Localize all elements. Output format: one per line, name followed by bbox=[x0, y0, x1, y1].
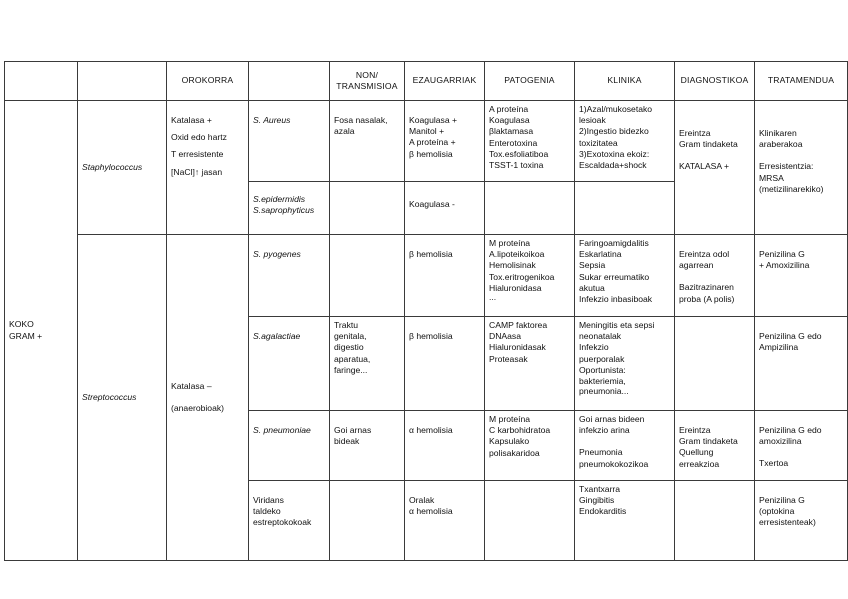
text-line: Sepsia bbox=[579, 260, 606, 271]
text-line: A proteína + bbox=[409, 137, 456, 148]
header-cell: DIAGNOSTIKOA bbox=[675, 62, 755, 101]
text-line: Enterotoxina bbox=[489, 137, 538, 148]
text-line: Oxid edo hartz bbox=[171, 132, 227, 143]
text-line: Quellung bbox=[679, 447, 714, 458]
text-line: Ereintza odol bbox=[679, 249, 730, 259]
text-line: + Amoxizilina bbox=[759, 260, 810, 271]
clinic-cell bbox=[575, 481, 675, 561]
text-line: TSST-1 toxina bbox=[489, 160, 544, 171]
species-cell: S. Aureus bbox=[249, 101, 330, 182]
text-line: Tox.eritrogenikoa bbox=[489, 271, 555, 282]
pathogenesis-cell bbox=[485, 101, 575, 182]
text-line: Bazitrazinaren bbox=[679, 282, 734, 293]
features-cell bbox=[405, 481, 485, 561]
text-line: Katalasa + bbox=[171, 115, 212, 125]
pathogenesis-cell bbox=[485, 411, 575, 481]
text-line: digestio bbox=[334, 342, 364, 353]
features-cell bbox=[405, 101, 485, 182]
text-line: β hemolisia bbox=[409, 148, 453, 159]
text-line: 1)Azal/mukosetako bbox=[579, 104, 653, 114]
clinic-cell bbox=[575, 317, 675, 411]
text-line: Goi arnas bideen bbox=[579, 414, 645, 424]
text-line: Faringoamigdalitis bbox=[579, 238, 649, 248]
species-cell: S.agalactiae bbox=[249, 317, 330, 411]
text-line: 3)Exotoxina ekoiz: bbox=[579, 148, 650, 159]
text-line: Txertoa bbox=[759, 458, 789, 469]
text-line: CAMP faktorea bbox=[489, 320, 548, 330]
general-cell bbox=[167, 235, 249, 561]
genus-cell: Staphylococcus bbox=[78, 101, 167, 235]
clinic-cell bbox=[575, 101, 675, 182]
treatment-cell bbox=[755, 235, 848, 317]
table-row bbox=[5, 101, 848, 182]
text-line: aparatua, bbox=[334, 353, 371, 364]
text-line: lesioak bbox=[579, 115, 606, 126]
header-cell bbox=[249, 62, 330, 101]
text-line: Oralak bbox=[409, 495, 435, 505]
transmission-cell bbox=[330, 317, 405, 411]
text-line: Klinikaren bbox=[759, 128, 797, 138]
text-line: Ereintza bbox=[679, 425, 711, 435]
text-line: [NaCl]↑ jasan bbox=[171, 166, 223, 177]
text-line: azala bbox=[334, 126, 355, 137]
header-row bbox=[5, 62, 848, 101]
header-cell: TRATAMENDUA bbox=[755, 62, 848, 101]
text-line: A proteína bbox=[489, 104, 529, 114]
treatment-cell bbox=[755, 317, 848, 411]
text-line: Infekzio bbox=[579, 342, 609, 353]
header-cell: NON/ TRANSMISIOA bbox=[330, 62, 405, 101]
text-line: Tox.esfoliatiboa bbox=[489, 148, 549, 159]
text-line: 2)Ingestio bidezko bbox=[579, 126, 649, 137]
pathogenesis-cell bbox=[485, 481, 575, 561]
diagnosis-cell bbox=[675, 101, 755, 235]
diagnosis-cell bbox=[675, 235, 755, 317]
header-cell: PATOGENIA bbox=[485, 62, 575, 101]
text-line: Escaldada+shock bbox=[579, 160, 647, 171]
features-cell: α hemolisia bbox=[405, 411, 485, 481]
text-line: KATALASA + bbox=[679, 161, 730, 172]
text-line: Goi arnas bbox=[334, 425, 372, 435]
pathogenesis-cell bbox=[485, 317, 575, 411]
text-line: toxizitatea bbox=[579, 137, 618, 148]
text-line: araberakoa bbox=[759, 139, 803, 150]
species-cell bbox=[249, 481, 330, 561]
header-cell: KLINIKA bbox=[575, 62, 675, 101]
text-line: Penizilina G bbox=[759, 495, 805, 505]
text-line: neonatalak bbox=[579, 331, 622, 342]
transmission-cell bbox=[330, 411, 405, 481]
header-cell bbox=[78, 62, 167, 101]
text-line: A.lipoteikoikoa bbox=[489, 249, 545, 260]
text-line: bideak bbox=[334, 436, 360, 447]
transmission-cell bbox=[330, 101, 405, 182]
text-line: Pneumonia bbox=[579, 447, 623, 458]
text-line: polisakaridoa bbox=[489, 447, 540, 458]
text-line: pneumonia... bbox=[579, 386, 629, 397]
pathogenesis-cell bbox=[485, 235, 575, 317]
genus-cell: Streptococcus bbox=[78, 235, 167, 561]
table-row bbox=[5, 235, 848, 317]
text-line: Erresistentzia: bbox=[759, 161, 814, 172]
text-line: pneumokokozikoa bbox=[579, 458, 649, 469]
treatment-cell bbox=[755, 101, 848, 235]
header-cell: EZAUGARRIAK bbox=[405, 62, 485, 101]
text-line: Ampizilina bbox=[759, 342, 799, 353]
text-line: ... bbox=[489, 292, 497, 303]
text-line: Gram tindaketa bbox=[679, 139, 738, 150]
header-cell: OROKORRA bbox=[167, 62, 249, 101]
text-line: T erresistente bbox=[171, 149, 224, 160]
diagnosis-cell bbox=[675, 481, 755, 561]
text-line: Eskarlatina bbox=[579, 249, 622, 260]
text-line: Koagulasa bbox=[489, 115, 530, 126]
clinic-cell bbox=[575, 182, 675, 235]
text-line: (anaerobioak) bbox=[171, 403, 225, 413]
clinic-cell bbox=[575, 235, 675, 317]
text-line: bakteriemia, bbox=[579, 376, 626, 387]
header-cell bbox=[5, 62, 78, 101]
text-line: Sukar erreumatiko bbox=[579, 271, 650, 282]
treatment-cell bbox=[755, 411, 848, 481]
text-line: Koagulasa + bbox=[409, 115, 458, 125]
text-line: Txantxarra bbox=[579, 484, 621, 494]
text-line: (metizilinarekiko) bbox=[759, 183, 824, 194]
text-line: Endokarditis bbox=[579, 506, 627, 517]
text-line: Viridans bbox=[253, 495, 284, 505]
text-line: agarrean bbox=[679, 260, 714, 271]
features-cell: β hemolisia bbox=[405, 317, 485, 411]
text-line: proba (A polis) bbox=[679, 293, 735, 304]
text-line: amoxizilina bbox=[759, 436, 802, 447]
text-line: erreakzioa bbox=[679, 458, 720, 469]
text-line: Hialuronidasak bbox=[489, 342, 546, 353]
text-line: Kapsulako bbox=[489, 436, 530, 447]
text-line: DNAasa bbox=[489, 331, 521, 342]
diagnosis-cell bbox=[675, 411, 755, 481]
text-line: genitala, bbox=[334, 331, 367, 342]
text-line: Proteasak bbox=[489, 353, 528, 364]
text-line: MRSA bbox=[759, 172, 784, 183]
text-line: akutua bbox=[579, 282, 605, 293]
text-line: estreptokokoak bbox=[253, 517, 312, 528]
text-line: S.epidermidis bbox=[253, 194, 306, 204]
text-line: Katalasa – bbox=[171, 380, 212, 391]
text-line: α hemolisia bbox=[409, 506, 453, 517]
treatment-cell bbox=[755, 481, 848, 561]
text-line: Oportunista: bbox=[579, 364, 626, 375]
text-line: Ereintza bbox=[679, 128, 711, 138]
text-line: C karbohidratoa bbox=[489, 425, 551, 436]
text-line: puerporalak bbox=[579, 353, 625, 364]
text-line: Gram tindaketa bbox=[679, 436, 738, 447]
species-cell: S. pyogenes bbox=[249, 235, 330, 317]
bacteria-table bbox=[4, 61, 848, 561]
text-line: M proteína bbox=[489, 414, 531, 424]
text-line: erresistenteak) bbox=[759, 517, 816, 528]
text-line: taldeko bbox=[253, 506, 281, 517]
text-line: S.saprophyticus bbox=[253, 205, 315, 216]
text-line: Penizilina G edo bbox=[759, 331, 822, 341]
text-line: faringe... bbox=[334, 364, 368, 375]
diagnosis-cell bbox=[675, 317, 755, 411]
text-line: Gingibitis bbox=[579, 495, 615, 506]
pathogenesis-cell bbox=[485, 182, 575, 235]
text-line: M proteína bbox=[489, 238, 531, 248]
clinic-cell bbox=[575, 411, 675, 481]
features-cell: β hemolisia bbox=[405, 235, 485, 317]
text-line: Infekzio inbasiboak bbox=[579, 294, 653, 305]
text-line: Penizilina G edo bbox=[759, 425, 822, 435]
text-line: Hemolisinak bbox=[489, 260, 536, 271]
species-cell bbox=[249, 182, 330, 235]
general-cell bbox=[167, 101, 249, 235]
text-line: Manitol + bbox=[409, 126, 445, 137]
transmission-cell bbox=[330, 235, 405, 317]
transmission-cell bbox=[330, 182, 405, 235]
group-cell: KOKO GRAM + bbox=[5, 101, 78, 561]
text-line: Meningitis eta sepsi bbox=[579, 320, 655, 330]
text-line: infekzio arina bbox=[579, 425, 630, 436]
text-line: Traktu bbox=[334, 320, 359, 330]
text-line: Penizilina G bbox=[759, 249, 805, 259]
text-line: (optokina bbox=[759, 506, 795, 517]
text-line: Fosa nasalak, bbox=[334, 115, 388, 125]
species-cell: S. pneumoniae bbox=[249, 411, 330, 481]
text-line: βlaktamasa bbox=[489, 126, 534, 137]
transmission-cell bbox=[330, 481, 405, 561]
text-line: Hialuronidasa bbox=[489, 282, 542, 293]
features-cell: Koagulasa - bbox=[405, 182, 485, 235]
